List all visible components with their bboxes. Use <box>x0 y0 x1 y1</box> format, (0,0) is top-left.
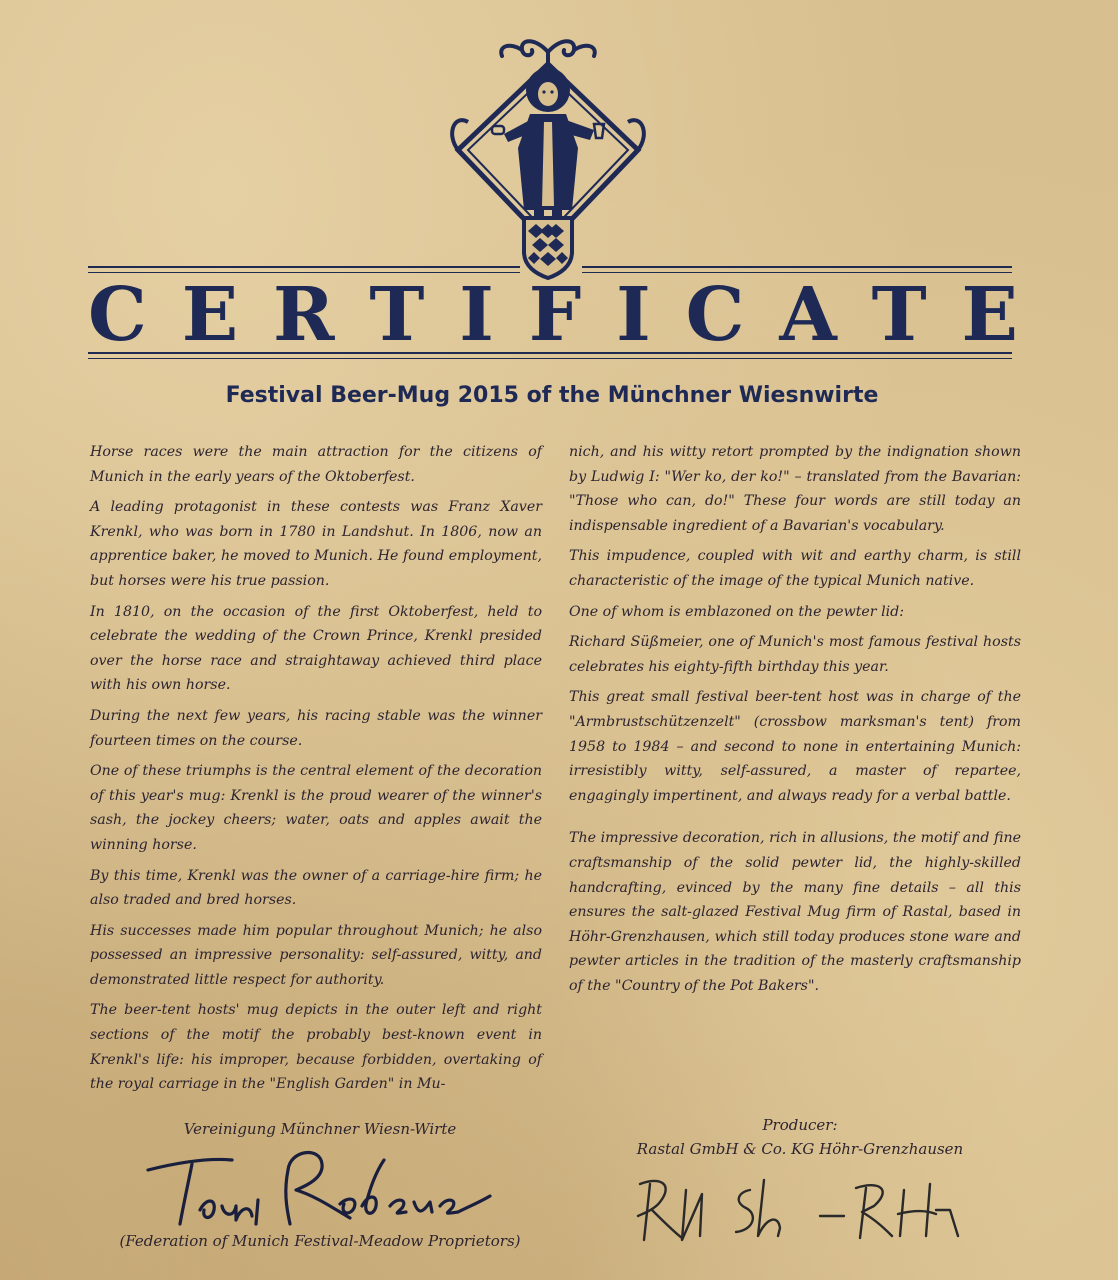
paragraph: By this time, Krenkl was the owner of a carriage-hire firm; he also traded and bred horses. <box>90 867 542 909</box>
munich-child-emblem-icon <box>448 30 648 280</box>
paragraph: This impudence, coupled with wit and earthy charm, is still characteristic of the image of the typical Munich native. <box>569 548 1021 589</box>
paragraph: This great small festival beer-tent host was in charge of the "Armbrustschützenzelt" (crossbow marksman's tent) from 1958 to 1984 – and second to none in entertaining Munich: irresistibly witty, self-assured, a master of repartee, engagingly impertinent, and always ready for a verbal battle. <box>569 689 1021 804</box>
paragraph: His successes made him popular throughout Munich; he also possessed an impressive personality: self-assured, witty, and demonstrated little respect for authority. <box>90 922 542 988</box>
certificate-title <box>88 270 1018 360</box>
left-signatory-org: Vereinigung Münchner Wiesn-Wirte <box>183 1120 457 1138</box>
title-top-rule-right <box>582 266 1012 268</box>
paragraph: One of whom is emblazoned on the pewter lid: <box>569 603 905 620</box>
certificate-subtitle: Festival Beer-Mug 2015 of the Münchner Wiesnwirte <box>225 383 879 408</box>
title-letter: I <box>459 272 494 358</box>
paragraph: A leading protagonist in these contests was Franz Xaver Krenkl, who was born in 1780 in Landshut. In 1806, now an apprentice baker, he moved to Munich. He found employment, but horses were his true passion. <box>90 499 542 589</box>
bavarian-lozenge-shield-icon <box>524 218 572 278</box>
right-signatory-role: Producer: <box>762 1116 838 1134</box>
right-signatory-org: Rastal GmbH & Co. KG Höhr-Grenzhausen <box>636 1140 964 1158</box>
left-signature <box>140 1140 510 1235</box>
title-letter: T <box>871 272 927 358</box>
title-letter: F <box>528 272 582 358</box>
paragraph: The impressive decoration, rich in allusions, the motif and fine craftsmanship of the solid pewter lid, the highly-skilled handcrafting, evinced by the many fine details – all this ensures the salt-glazed Festival Mug firm of Rastal, based in Höhr-Grenzhausen, which still today produces stone ware and pewter articles in the tradition of the masterly craftsmanship of the "Country of the Pot Bakers". <box>569 830 1021 994</box>
left-signatory-caption: (Federation of Munich Festival-Meadow Proprietors) <box>119 1232 521 1250</box>
title-letter: R <box>273 272 335 358</box>
right-text-column <box>569 440 1021 1004</box>
left-text-column <box>90 440 542 1103</box>
paragraph: Richard Süßmeier, one of Munich's most famous festival hosts celebrates his eighty-fifth birthday this year. <box>569 634 1021 675</box>
paragraph: Horse races were the main attraction for the citizens of Munich in the early years of the Oktoberfest. <box>90 444 542 485</box>
paragraph: nich, and his witty retort prompted by the indignation shown by Ludwig I: "Wer ko, der ko!" – translated from the Bavarian: "Those who can, do!" These four words are still today an indispensable ingredient of a Bavarian's vocabulary. <box>569 444 1021 534</box>
title-letter: C <box>88 272 147 358</box>
title-letter: A <box>779 272 837 358</box>
title-letter: T <box>369 272 425 358</box>
title-letter: E <box>181 272 239 358</box>
paragraph: The beer-tent hosts' mug depicts in the outer left and right sections of the motif the probably best-known event in Krenkl's life: his improper, because forbidden, overtaking of the royal carriage in the "English Garden" in Mu- <box>90 1002 542 1093</box>
paragraph: One of these triumphs is the central element of the decoration of this year's mug: Krenkl is the proud wearer of the winner's sash, the jockey cheers; water, oats and apples await the winning horse. <box>90 763 542 853</box>
title-letter: C <box>685 272 745 358</box>
right-signature <box>630 1170 980 1250</box>
title-letter: I <box>616 272 651 358</box>
paragraph: During the next few years, his racing stable was the winner fourteen times on the course. <box>90 707 542 749</box>
title-top-rule-left <box>88 266 520 268</box>
paragraph: In 1810, on the occasion of the first Oktoberfest, held to celebrate the wedding of the Crown Prince, Krenkl presided over the horse race and straightaway achieved third place with his own horse. <box>90 603 542 694</box>
title-letter: E <box>961 272 1018 358</box>
